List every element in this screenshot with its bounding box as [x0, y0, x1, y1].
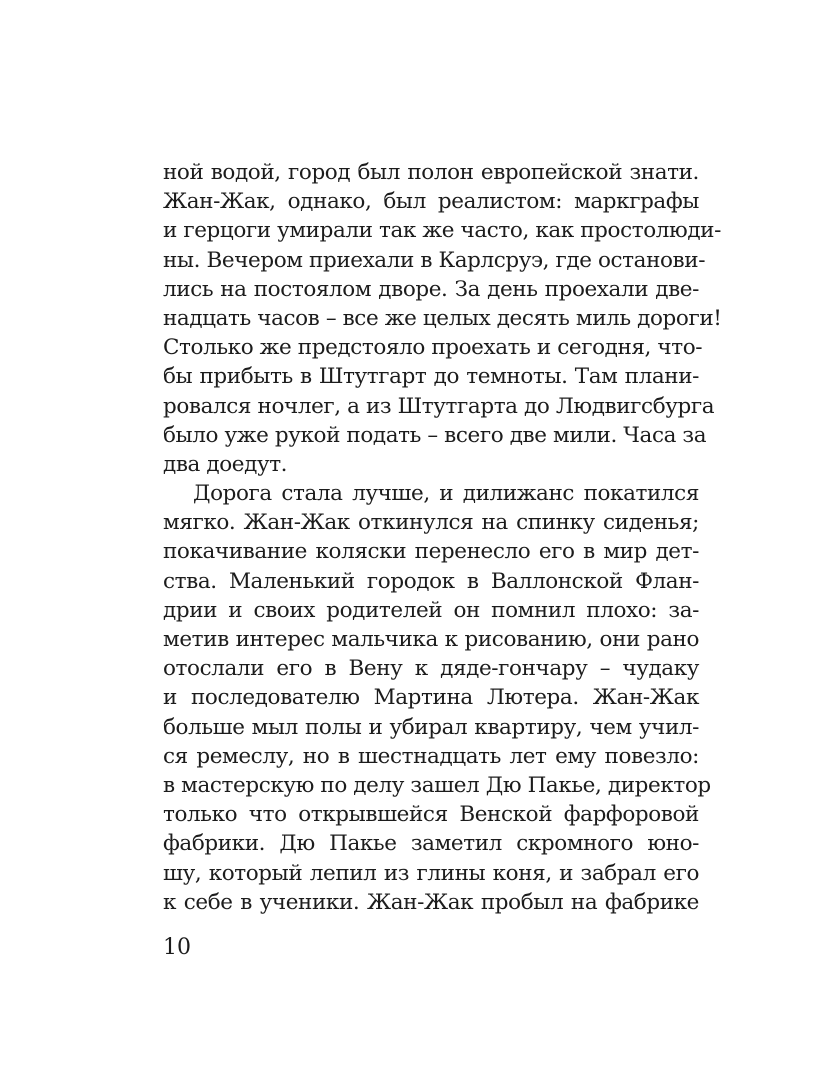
- text-line: к себе в ученики. Жан-Жак пробыл на фабрике: [163, 889, 699, 915]
- text-line: больше мыл полы и убирал квартиру, чем учил-: [163, 714, 699, 740]
- text-line: покачивание коляски перенесло его в мир дет-: [163, 539, 699, 565]
- text-line: надцать часов – все же целых десять миль дороги!: [163, 305, 722, 331]
- page-body-text: [163, 158, 722, 917]
- text-line-paragraph-start: Дорога стала лучше, и дилижанс покатился: [193, 481, 699, 507]
- text-line: бы прибыть в Штутгарт до темноты. Там плани-: [163, 364, 699, 390]
- text-line: отослали его в Вену к дяде-гончару – чудаку: [163, 656, 699, 682]
- text-line: в мастерскую по делу зашел Дю Пакье, директор: [163, 772, 711, 798]
- text-line: метив интерес мальчика к рисованию, они рано: [163, 627, 699, 652]
- text-line: было уже рукой подать – всего две мили. Часа за: [163, 422, 707, 448]
- text-line: Столько же предстояло проехать и сегодня, что-: [163, 335, 703, 361]
- text-line: Жан-Жак, однако, был реалистом: маркграфы: [163, 189, 699, 215]
- text-line: ны. Вечером приехали в Карлсруэ, где останови-: [163, 247, 706, 273]
- text-line: ся ремеслу, но в шестнадцать лет ему повезло:: [163, 743, 699, 769]
- page-number: 10: [163, 935, 191, 960]
- text-line: и последователю Мартина Лютера. Жан-Жак: [163, 685, 699, 711]
- text-line: и герцоги умирали так же часто, как простолюди-: [163, 218, 721, 244]
- text-line: лись на постоялом дворе. За день проехали две-: [163, 276, 699, 302]
- text-line: дрии и своих родителей он помнил плохо: за-: [163, 597, 699, 623]
- text-line: шу, который лепил из глины коня, и забрал его: [163, 860, 699, 886]
- text-line: только что открывшейся Венской фарфоровой: [163, 802, 699, 828]
- text-line: ства. Маленький городок в Валлонской Флан-: [163, 568, 699, 594]
- text-line: фабрики. Дю Пакье заметил скромного юно-: [163, 831, 699, 857]
- text-line: мягко. Жан-Жак откинулся на спинку сиденья;: [163, 510, 699, 536]
- text-line: ной водой, город был полон европейской знати.: [163, 160, 699, 185]
- text-line-paragraph-end: два доедут.: [163, 451, 288, 477]
- text-line: ровался ночлег, а из Штутгарта до Людвигсбурга: [163, 393, 715, 419]
